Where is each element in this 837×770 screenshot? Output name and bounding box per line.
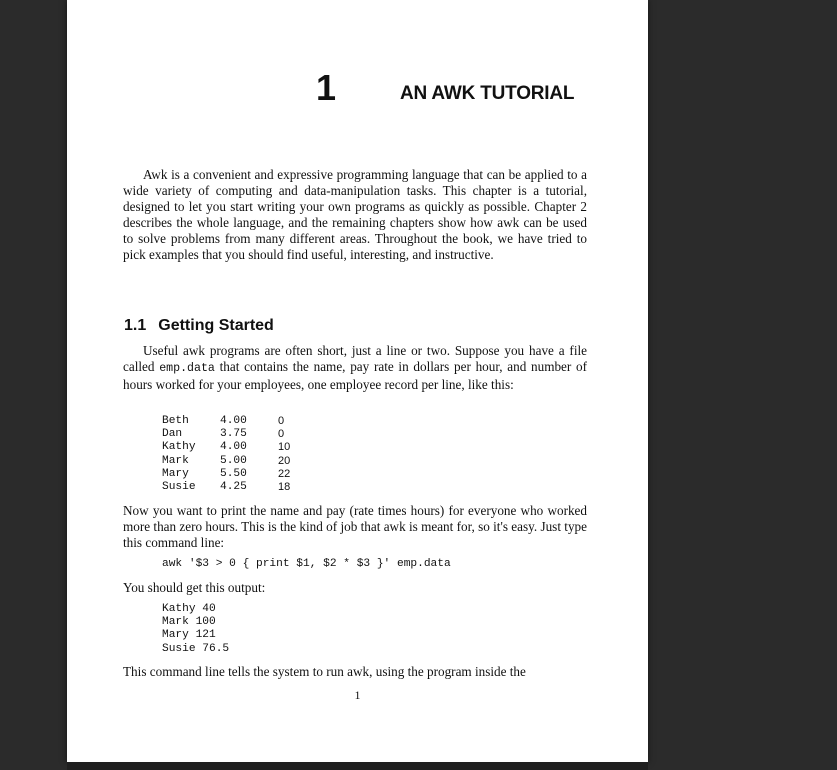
hours-cell: 0 [278, 415, 285, 427]
pay-rate-cell: 5.00 [220, 454, 247, 467]
employee-name-cell: Kathy [162, 441, 196, 454]
pay-rate-cell: 4.25 [220, 481, 247, 494]
table-row [162, 415, 308, 428]
employee-name-cell: Beth [162, 415, 189, 427]
employee-name-cell: Mary [162, 467, 189, 480]
chapter-number: 1 [316, 67, 337, 108]
table-row [162, 468, 308, 481]
output-line: Susie 76.5 [162, 642, 230, 655]
section-title: Getting Started [158, 317, 274, 334]
pay-rate-cell: 3.75 [220, 428, 247, 441]
output-line: Kathy 40 [162, 603, 216, 615]
employee-data-table [162, 415, 308, 494]
inline-filename: emp.data [159, 362, 215, 376]
section-heading [124, 316, 274, 336]
page-bottom-edge [67, 762, 648, 770]
table-row [162, 428, 308, 441]
document-page[interactable] [67, 0, 648, 762]
pay-rate-cell: 4.00 [220, 441, 247, 454]
hours-cell: 18 [278, 481, 291, 494]
employee-name-cell: Susie [162, 481, 196, 494]
output-line: Mary 121 [162, 629, 216, 642]
now-paragraph: Now you want to print the name and pay (rate times hours) for everyone who worked more than zero hours. This is the kind of job that awk is meant for, so it's easy. Just type this command line: [123, 503, 587, 551]
employee-name-cell: Mark [162, 454, 189, 467]
useful-paragraph-before: Useful awk programs are often short, just a line or two. Suppose you have a file called [123, 343, 587, 375]
section-number: 1.1 [124, 317, 147, 334]
chapter-title: AN AWK TUTORIAL [400, 83, 575, 104]
should-paragraph: You should get this output: [123, 580, 266, 595]
table-row [162, 481, 308, 494]
useful-paragraph-after: that contains the name, pay rate in dollars per hour, and number of hours worked for your employees, one employee record per line, like this: [123, 359, 588, 393]
intro-paragraph: Awk is a convenient and expressive programming language that can be applied to a wide variety of computing and data-manipulation tasks. This chapter is a tutorial, designed to let you start writing your own programs as quickly as possible. Chapter 2 describes the whole language, and the remaining chapters show how awk can be used to solve problems from many different areas. Throughout the book, we have tried to pick examples that you should find useful, interesting, and instructive. [123, 167, 587, 263]
this-paragraph: This command line tells the system to run awk, using the program inside the [123, 664, 526, 679]
page-number: 1 [354, 688, 361, 702]
pay-rate-cell: 4.00 [220, 415, 247, 427]
program-output-block [162, 603, 229, 656]
table-row [162, 441, 308, 454]
employee-name-cell: Dan [162, 428, 183, 441]
useful-paragraph [123, 343, 587, 393]
hours-cell: 22 [278, 467, 291, 480]
command-line-code: awk '$3 > 0 { print $1, $2 * $3 }' emp.data [162, 558, 451, 570]
pay-rate-cell: 5.50 [220, 467, 247, 480]
output-line: Mark 100 [162, 616, 216, 629]
table-row [162, 455, 308, 468]
hours-cell: 10 [278, 441, 291, 454]
hours-cell: 0 [278, 428, 285, 441]
hours-cell: 20 [278, 454, 291, 467]
